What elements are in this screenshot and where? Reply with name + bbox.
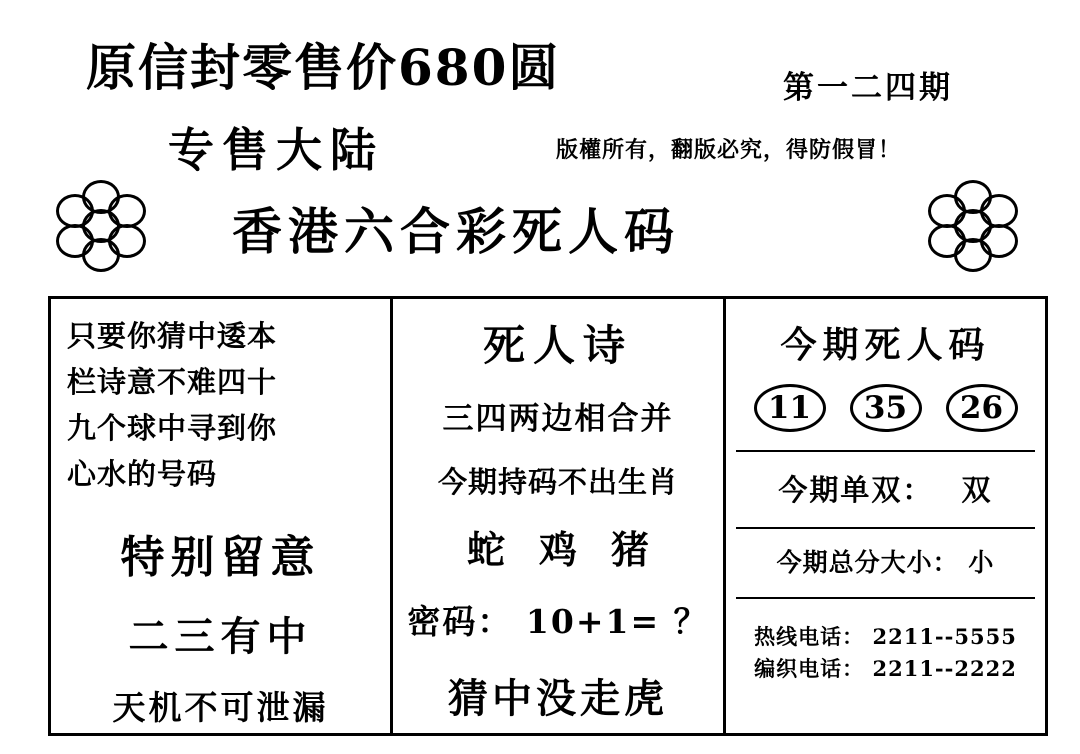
size-label: 今期总分大小： bbox=[776, 548, 959, 577]
divider-bottom bbox=[736, 597, 1035, 599]
flower-ornament-right-icon bbox=[918, 178, 1028, 274]
hotline-value: 2211--5555 bbox=[872, 624, 1017, 649]
odd-even-label: 今期单双： bbox=[778, 473, 934, 507]
poster-header bbox=[0, 0, 1080, 285]
copyright-notice: 版權所有，翻版必究，得防假冒！ bbox=[556, 137, 902, 163]
panel-numbers bbox=[723, 296, 1048, 736]
intro-text bbox=[51, 299, 390, 497]
special-notice-heading: 特别留意 bbox=[120, 532, 321, 583]
content-panels bbox=[48, 296, 1048, 736]
odd-even-row bbox=[726, 468, 1045, 509]
page-title: 香港六合彩死人码 bbox=[232, 202, 680, 261]
price-line: 原信封零售价680圆 bbox=[86, 38, 561, 97]
odd-even-value: 双 bbox=[961, 473, 993, 507]
contact-block bbox=[726, 621, 1045, 685]
flower-ornament-left-icon bbox=[46, 178, 156, 274]
special-notice-foot: 天机不可泄漏 bbox=[112, 688, 329, 727]
weave-value: 2211--2222 bbox=[872, 656, 1017, 681]
issue-number: 第一二四期 bbox=[783, 70, 953, 106]
hotline-row bbox=[726, 621, 1045, 653]
intro-line: 九个球中寻到你 bbox=[67, 411, 278, 445]
size-row bbox=[726, 543, 1045, 579]
secret-code-row bbox=[393, 596, 723, 643]
zodiac-list bbox=[393, 519, 723, 574]
intro-line: 只要你猜中逶本 bbox=[67, 319, 278, 353]
intro-line: 心水的号码 bbox=[67, 457, 218, 491]
intro-line: 栏诗意不难四十 bbox=[67, 365, 278, 399]
number-ball-list bbox=[726, 384, 1045, 432]
weave-row bbox=[726, 653, 1045, 685]
number-ball: 11 bbox=[754, 384, 826, 432]
zodiac-item: 猪 bbox=[611, 527, 650, 572]
mainland-exclusive: 专售大陆 bbox=[168, 123, 384, 177]
zodiac-item: 蛇 bbox=[466, 527, 505, 572]
panel-poem bbox=[390, 296, 723, 736]
numbers-title: 今期死人码 bbox=[780, 324, 991, 366]
number-ball: 35 bbox=[850, 384, 922, 432]
size-value: 小 bbox=[968, 548, 995, 577]
poem-title: 死人诗 bbox=[482, 321, 633, 370]
divider-middle bbox=[736, 527, 1035, 529]
weave-label: 编织电话： bbox=[754, 656, 865, 681]
special-notice-sub: 二三有中 bbox=[128, 613, 313, 660]
secret-code-label: 密码： bbox=[407, 602, 513, 641]
poem-line-2: 今期持码不出生肖 bbox=[437, 465, 678, 499]
number-ball: 26 bbox=[946, 384, 1018, 432]
poem-line-1: 三四两边相合并 bbox=[442, 401, 674, 437]
divider-top bbox=[736, 450, 1035, 452]
secret-code-value: 10+1= ？ bbox=[525, 602, 709, 641]
zodiac-item: 鸡 bbox=[538, 527, 577, 572]
hotline-label: 热线电话： bbox=[754, 624, 865, 649]
panel-instructions bbox=[48, 296, 390, 736]
poem-footer: 猜中没走虎 bbox=[448, 675, 668, 722]
